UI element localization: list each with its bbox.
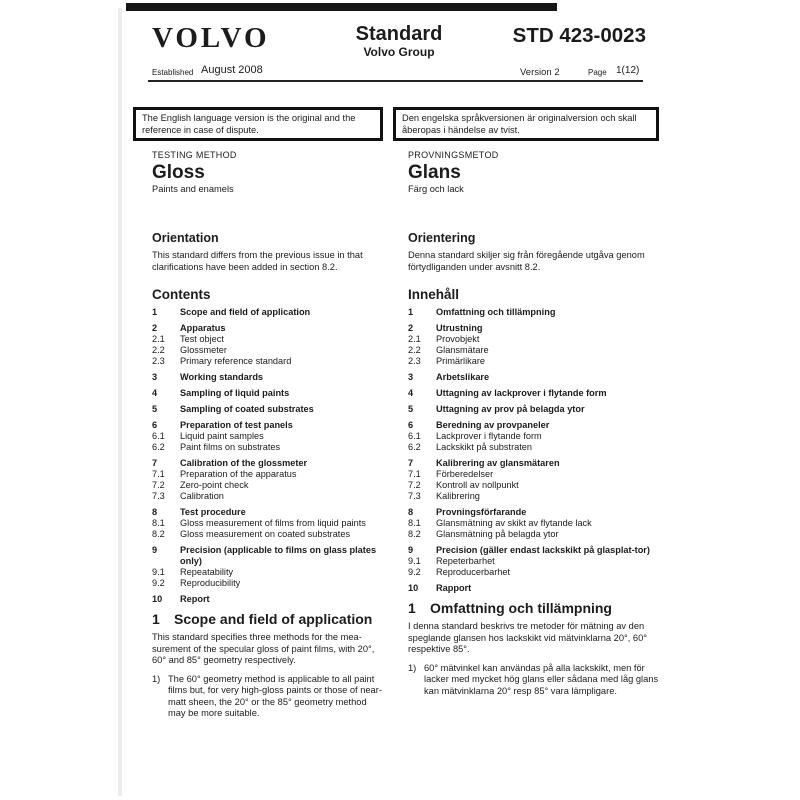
toc-entry <box>152 323 385 334</box>
toc-entry <box>152 458 385 469</box>
toc-entry-number: 2.2 <box>408 345 421 355</box>
toc-entry <box>408 458 660 469</box>
column-swedish <box>408 150 660 697</box>
version-label: Version 2 <box>520 67 560 78</box>
orientation-body: Denna standard skiljer sig från föregående utgåva genom förtydliganden under avsnitt 8.2. <box>408 250 645 272</box>
header-center <box>299 23 499 59</box>
toc-entry-number: 2.3 <box>408 356 421 366</box>
toc-entry <box>152 345 385 356</box>
toc-entry <box>152 469 385 480</box>
toc-entry <box>408 567 660 578</box>
org-subtitle: Volvo Group <box>363 45 435 59</box>
toc-entry-number: 3 <box>152 372 158 382</box>
toc-entry-number: 9 <box>152 545 158 555</box>
toc-entry-label: Zero-point check <box>180 480 249 490</box>
toc-entry <box>152 507 385 518</box>
notice-box-swedish: Den engelska språkversionen är originalversion och skall åberopas i händelse av tvist. <box>393 107 659 141</box>
toc-entry-label: Glansmätning på belagda ytor <box>436 529 559 539</box>
toc-entry <box>152 594 385 605</box>
toc-entry-number: 7.2 <box>408 480 421 490</box>
toc-entry-label: Gloss measurement of films from liquid paints <box>180 518 366 528</box>
toc-entry-label: Primary reference standard <box>180 356 292 366</box>
orientation-heading: Orientering <box>408 231 476 245</box>
table-of-contents <box>408 307 660 594</box>
toc-entry-number: 8 <box>152 507 158 517</box>
toc-entry-number: 7.1 <box>408 469 421 479</box>
toc-entry-label: Apparatus <box>180 323 226 333</box>
toc-entry-number: 6.1 <box>152 431 165 441</box>
toc-entry-label: Lackskikt på substraten <box>436 442 533 452</box>
toc-entry <box>152 356 385 367</box>
method-title: Gloss <box>152 162 205 183</box>
toc-entry <box>152 420 385 431</box>
section-1-body: I denna standard beskrivs tre metoder för mätning av den speglande glansen hos lackskikt vid mätvinklarna 20°, 60° respektive 85°. <box>408 621 647 654</box>
column-english <box>152 150 385 720</box>
section-number: 1 <box>408 600 416 616</box>
toc-entry-number: 9.2 <box>408 567 421 577</box>
toc-entry-label: Kalibrering av glansmätaren <box>436 458 560 468</box>
toc-entry-label: Preparation of the apparatus <box>180 469 297 479</box>
toc-entry-label: Glossmeter <box>180 345 227 355</box>
section-1-heading <box>408 600 660 616</box>
toc-entry-number: 2.2 <box>152 345 165 355</box>
scan-artifact-top-bar <box>126 3 557 11</box>
toc-entry <box>152 307 385 318</box>
toc-entry-label: Sampling of coated substrates <box>180 404 314 414</box>
toc-entry-number: 8.1 <box>408 518 421 528</box>
toc-entry-number: 2.1 <box>408 334 421 344</box>
method-subtitle: Paints and enamels <box>152 184 234 194</box>
toc-entry-label: Kalibrering <box>436 491 480 501</box>
toc-entry-number: 2 <box>152 323 158 333</box>
toc-entry <box>408 469 660 480</box>
toc-entry-label: Precision (applicable to films on glass plates only) <box>180 545 377 566</box>
toc-entry-number: 5 <box>152 404 158 414</box>
method-title: Glans <box>408 162 461 183</box>
toc-entry-label: Liquid paint samples <box>180 431 264 441</box>
toc-entry-label: Reproducibility <box>180 578 241 588</box>
toc-entry <box>408 556 660 567</box>
toc-entry <box>152 372 385 383</box>
toc-entry <box>408 491 660 502</box>
toc-entry-label: Omfattning och tillämpning <box>436 307 556 317</box>
toc-entry-label: Test object <box>180 334 224 344</box>
doc-number: STD 423-0023 <box>512 24 646 47</box>
established-date: August 2008 <box>201 64 263 76</box>
toc-entry <box>408 518 660 529</box>
toc-entry-number: 2.3 <box>152 356 165 366</box>
section-number: 1 <box>152 611 160 627</box>
toc-entry <box>408 334 660 345</box>
toc-entry-number: 7 <box>408 458 414 468</box>
toc-entry-number: 1 <box>408 307 414 317</box>
toc-entry-number: 4 <box>408 388 414 398</box>
toc-entry-label: Repeatability <box>180 567 234 577</box>
table-of-contents <box>152 307 385 605</box>
section-title: Scope and field of application <box>174 611 373 627</box>
toc-entry-number: 10 <box>152 594 163 604</box>
toc-entry <box>408 404 660 415</box>
toc-entry <box>408 323 660 334</box>
volvo-logo: VOLVO <box>152 22 270 54</box>
method-kicker: TESTING METHOD <box>152 150 237 160</box>
toc-entry-label: Sampling of liquid paints <box>180 388 290 398</box>
toc-entry <box>152 491 385 502</box>
toc-entry-number: 6 <box>408 420 414 430</box>
method-kicker: PROVNINGSMETOD <box>408 150 499 160</box>
toc-entry <box>408 372 660 383</box>
toc-entry-label: Preparation of test panels <box>180 420 293 430</box>
toc-entry-label: Working standards <box>180 372 264 382</box>
toc-entry-number: 7.3 <box>408 491 421 501</box>
toc-entry <box>408 307 660 318</box>
established-label: Established <box>152 68 194 77</box>
section-1-heading <box>152 611 385 627</box>
toc-entry-label: Repeterbarhet <box>436 556 495 566</box>
toc-entry-label: Reproducerbarhet <box>436 567 511 577</box>
contents-heading: Innehåll <box>408 287 460 302</box>
toc-entry-number: 6 <box>152 420 158 430</box>
toc-entry-label: Glansmätning av skikt av flytande lack <box>436 518 592 528</box>
toc-entry-label: Primärlikare <box>436 356 486 366</box>
note-number: 1) <box>408 662 417 673</box>
toc-entry-number: 8.2 <box>408 529 421 539</box>
toc-entry-number: 9.1 <box>408 556 421 566</box>
toc-entry-number: 7.3 <box>152 491 165 501</box>
toc-entry-label: Scope and field of application <box>180 307 311 317</box>
section-1-note <box>152 674 385 720</box>
toc-entry-number: 4 <box>152 388 158 398</box>
toc-entry-label: Provningsförfarande <box>436 507 527 517</box>
toc-entry-label: Provobjekt <box>436 334 480 344</box>
toc-entry-label: Paint films on substrates <box>180 442 281 452</box>
header-divider <box>148 80 643 82</box>
note-text: 60° mätvinkel kan användas på alla lackskikt, men för lacker med mycket hög glans eller sådana med låg glans kan mätvinklarna 20° resp 85° vara lämpligare. <box>424 662 659 696</box>
toc-entry-number: 7.2 <box>152 480 165 490</box>
toc-entry-number: 2.1 <box>152 334 165 344</box>
toc-entry-label: Test procedure <box>180 507 246 517</box>
toc-entry <box>152 480 385 491</box>
toc-entry-number: 1 <box>152 307 158 317</box>
toc-entry-label: Beredning av provpaneler <box>436 420 550 430</box>
notice-box-english: The English language version is the original and the reference in case of dispute. <box>133 107 383 141</box>
toc-entry <box>152 578 385 589</box>
toc-entry-number: 9.1 <box>152 567 165 577</box>
orientation-body: This standard differs from the previous issue in that clarifications have been added in section 8.2. <box>152 250 363 272</box>
toc-entry <box>408 442 660 453</box>
toc-entry <box>152 404 385 415</box>
toc-entry-label: Report <box>180 594 210 604</box>
note-text: The 60° geometry method is applicable to all paint films but, for very high-gloss paints or those of near-matt sheen, the 20° or the 85° geometry method may be more suitable. <box>168 673 382 718</box>
toc-entry-label: Uttagning av prov på belagda ytor <box>436 404 585 414</box>
toc-entry-number: 6.1 <box>408 431 421 441</box>
page-number: 1(12) <box>616 65 640 76</box>
toc-entry-label: Utrustning <box>436 323 483 333</box>
toc-entry <box>408 431 660 442</box>
toc-entry-number: 8 <box>408 507 414 517</box>
toc-entry-label: Glansmätare <box>436 345 489 355</box>
note-number: 1) <box>152 673 161 684</box>
toc-entry-number: 6.2 <box>408 442 421 452</box>
section-title: Omfattning och tillämpning <box>430 600 612 616</box>
toc-entry <box>152 442 385 453</box>
toc-entry-number: 8.2 <box>152 529 165 539</box>
toc-entry-number: 7 <box>152 458 158 468</box>
toc-entry-number: 3 <box>408 372 414 382</box>
toc-entry <box>152 388 385 399</box>
toc-entry <box>408 480 660 491</box>
toc-entry-label: Calibration of the glossmeter <box>180 458 308 468</box>
toc-entry-number: 5 <box>408 404 414 414</box>
toc-entry-number: 8.1 <box>152 518 165 528</box>
toc-entry-number: 6.2 <box>152 442 165 452</box>
toc-entry-number: 10 <box>408 583 419 593</box>
toc-entry <box>152 545 385 567</box>
toc-entry <box>408 388 660 399</box>
toc-entry <box>408 356 660 367</box>
toc-entry-label: Förberedelser <box>436 469 494 479</box>
toc-entry-label: Precision (gäller endast lackskikt på glasplat-tor) <box>436 545 650 555</box>
toc-entry-number: 7.1 <box>152 469 165 479</box>
doc-type-title: Standard <box>355 23 443 45</box>
toc-entry <box>152 334 385 345</box>
section-1-note <box>408 663 660 698</box>
toc-entry-label: Kontroll av nollpunkt <box>436 480 519 490</box>
toc-entry <box>408 583 660 594</box>
toc-entry-number: 9.2 <box>152 578 165 588</box>
toc-entry <box>152 529 385 540</box>
orientation-heading: Orientation <box>152 231 219 245</box>
toc-entry <box>408 545 660 556</box>
toc-entry <box>152 431 385 442</box>
scan-artifact-left-line <box>118 8 122 796</box>
contents-heading: Contents <box>152 287 211 302</box>
toc-entry-number: 2 <box>408 323 414 333</box>
toc-entry-label: Arbetslikare <box>436 372 490 382</box>
toc-entry <box>408 420 660 431</box>
section-1-body: This standard specifies three methods for the mea-surement of the specular gloss of paint films, with 20°, 60° and 85° geometry respectively. <box>152 632 375 665</box>
toc-entry <box>152 518 385 529</box>
method-subtitle: Färg och lack <box>408 184 464 194</box>
toc-entry-number: 9 <box>408 545 414 555</box>
toc-entry-label: Rapport <box>436 583 472 593</box>
toc-entry-label: Uttagning av lackprover i flytande form <box>436 388 607 398</box>
toc-entry <box>408 507 660 518</box>
page-label: Page <box>588 68 607 77</box>
toc-entry-label: Lackprover i flytande form <box>436 431 542 441</box>
toc-entry-label: Calibration <box>180 491 224 501</box>
toc-entry <box>408 345 660 356</box>
toc-entry-label: Gloss measurement on coated substrates <box>180 529 351 539</box>
toc-entry <box>152 567 385 578</box>
toc-entry <box>408 529 660 540</box>
